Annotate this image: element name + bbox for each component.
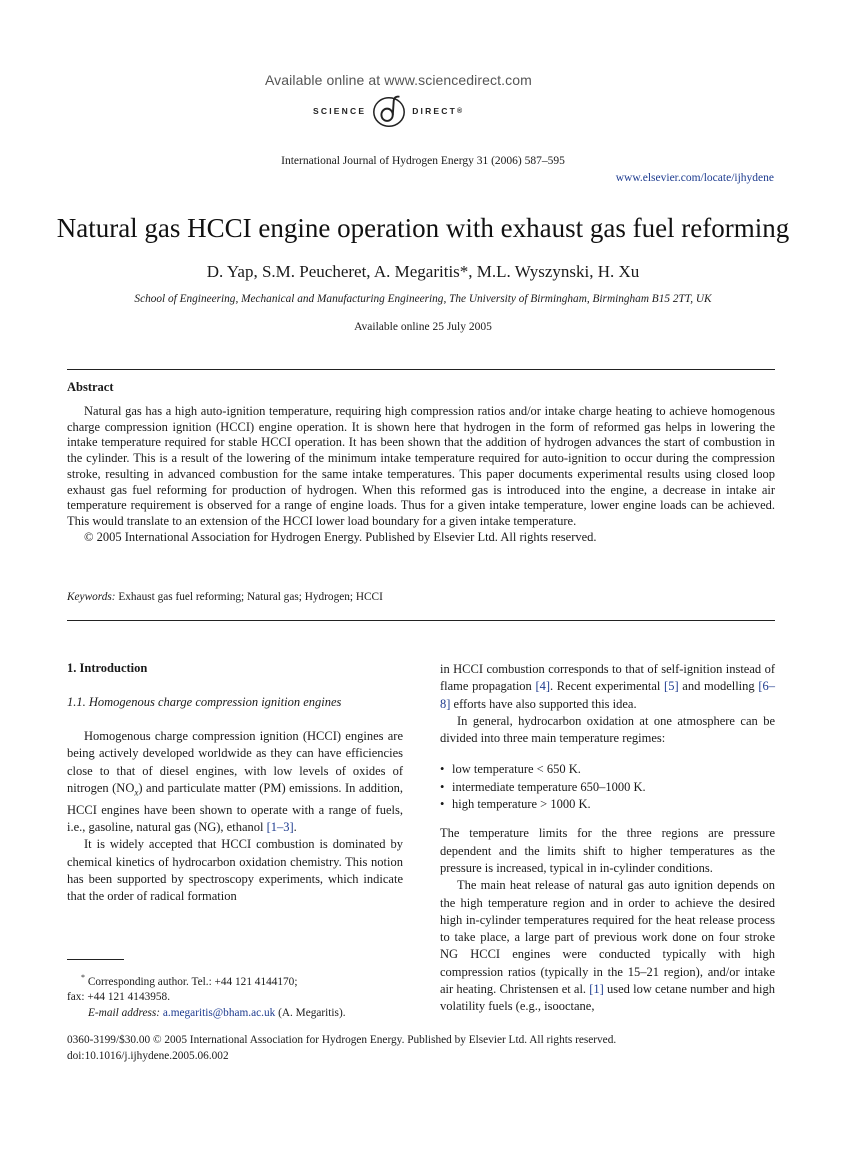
journal-citation: International Journal of Hydrogen Energy 31 (2006) 587–595 — [281, 155, 565, 167]
right-paragraph-2: In general, hydrocarbon oxidation at one atmosphere can be divided into three main temperature regimes: — [440, 713, 775, 746]
journal-url-link[interactable]: www.elsevier.com/locate/ijhydene — [615, 172, 774, 184]
footnote-line-3 — [67, 1006, 407, 1022]
list-item-text: high temperature > 1000 K. — [452, 797, 591, 812]
right-paragraph-1 — [440, 661, 775, 713]
keywords-label: Keywords: — [67, 591, 116, 603]
logo-word-direct: DIRECT — [412, 106, 458, 116]
abstract-copyright: © 2005 International Association for Hydrogen Energy. Published by Elsevier Ltd. All rights reserved. — [84, 529, 597, 544]
logo-word-science: SCIENCE — [313, 106, 367, 116]
citation-link-6-8[interactable]: [6–8] — [440, 679, 775, 711]
article-title: Natural gas HCCI engine operation with exhaust gas fuel reforming — [56, 213, 790, 243]
right-p1-text-a: in HCCI combustion corresponds to that of self-ignition instead of flame propagation — [440, 662, 775, 694]
citation-link-5[interactable]: [5] — [664, 679, 679, 694]
logo-registered-mark: ® — [457, 107, 465, 115]
sciencedirect-available-online: Available online at www.sciencedirect.com — [265, 72, 532, 88]
section-heading-introduction: 1. Introduction — [67, 661, 148, 675]
sciencedirect-logo — [313, 92, 464, 130]
list-item-text: intermediate temperature 650–1000 K. — [452, 779, 646, 794]
right-paragraph-4 — [440, 877, 775, 1015]
abstract-text: Natural gas has a high auto-ignition temperature, requiring high compression ratios and/or intake charge heating to achieve homogenous charge compression ignition (HCCI) engine operation. It is shown here that hydrogen in the form of reformed gas helps in lowering the intake temperature required for stable HCCI operation. It has been shown that the addition of hydrogen advances the start of combustion in the cylinder. This is a result of the lowering of the minimum intake temperature required for auto-ignition to occur during the compression stroke, resulting in advanced combustion for the same intake temperatures. This paper documents experimental results using closed loop exhaust gas fuel reforming for production of hydrogen. When this reformed gas is introduced into the engine, a decrease in intake air temperature requirement is observed for a range of engine loads. Thus for a given intake temperature, lower engine loads can be achieved. This would translate to an extension of the HCCI lower load boundary for a given intake temperature. — [67, 404, 775, 528]
left-column-body — [67, 728, 403, 905]
keywords-list: Exhaust gas fuel reforming; Natural gas; Hydrogen; HCCI — [118, 591, 383, 603]
right-p1-text-b: . Recent experimental — [550, 679, 665, 694]
citation-link-1-3[interactable]: [1–3] — [266, 819, 294, 834]
footer-issn-copyright: 0360-3199/$30.00 © 2005 International Association for Hydrogen Energy. Published by Elsevier Ltd. All rights reserved. — [67, 1034, 617, 1046]
intro-p1-text-b: ) and particulate matter (PM) emissions. In addition, HCCI engines have been shown to operate with a range of fuels, i.e., gasoline, natural gas (NG), ethanol — [67, 780, 404, 834]
bullet-icon: • — [440, 797, 445, 812]
corresponding-author-footnote — [67, 970, 407, 1022]
intro-p1-text-a: Homogenous charge compression ignition (HCCI) engines are being actively developed worldwide as they can have efficiencies close to that of diesel engines, with low levels of oxides of nitrogen (NO — [67, 729, 403, 795]
author-affiliation: School of Engineering, Mechanical and Manufacturing Engineering, The University of Birmingham, Birmingham B15 2TT, UK — [134, 293, 712, 305]
available-online-date: Available online 25 July 2005 — [354, 321, 492, 333]
nox-subscript: x — [134, 787, 139, 798]
page-footer — [67, 1033, 616, 1064]
abstract-body — [67, 404, 775, 545]
right-column-body — [440, 661, 775, 1016]
bullet-icon: • — [440, 762, 445, 777]
footnote-rule — [67, 959, 124, 960]
right-paragraph-3: The temperature limits for the three regions are pressure dependent and the limits shift to higher temperatures as the pressure is increased, typical in in-cylinder conditions. — [440, 826, 775, 875]
intro-paragraph-2: It is widely accepted that HCCI combustion is dominated by chemical kinetics of hydrocarbon oxidation chemistry. This notion has been supported by spectroscopy experiments, which indicate that the order of radical formation — [67, 837, 403, 904]
bullet-icon: • — [440, 779, 445, 794]
list-item — [440, 761, 775, 778]
temperature-regime-list — [440, 761, 775, 813]
keywords — [67, 591, 383, 603]
footnote-line-2: fax: +44 121 4143958. — [67, 991, 171, 1004]
right-p1-text-d: efforts have also supported this idea. — [450, 696, 637, 711]
abstract-bottom-rule — [67, 620, 775, 621]
right-p4-text-a: The main heat release of natural gas auto ignition depends on the high temperature region and in order to achieve the desired high in-cylinder temperatures required for the heat release process to take place, a large part of previous work done on four stroke NG HCCI engines were conducted typically with high compression ratios (typically in the 15–21 region), and/or intake air heating. Christensen et al. — [440, 878, 775, 997]
author-email-link[interactable]: a.megaritis@bham.ac.uk — [162, 1006, 276, 1019]
abstract-heading: Abstract — [67, 380, 114, 394]
intro-paragraph-1 — [67, 728, 403, 836]
footer-doi: doi:10.1016/j.ijhydene.2005.06.002 — [67, 1049, 229, 1062]
citation-link-4[interactable]: [4] — [535, 679, 551, 694]
email-label: E-mail address: — [88, 1006, 161, 1019]
citation-link-1[interactable]: [1] — [589, 982, 604, 997]
list-item — [440, 779, 775, 796]
footnote-line-1 — [67, 970, 407, 990]
subsection-heading-hcci: 1.1. Homogenous charge compression ignition engines — [67, 695, 342, 709]
footnote-phone: Corresponding author. Tel.: +44 121 4144170; — [87, 975, 298, 988]
email-owner: (A. Megaritis). — [278, 1006, 346, 1019]
abstract-top-rule — [67, 369, 775, 370]
list-item — [440, 796, 775, 813]
footnote-star: * — [81, 973, 85, 982]
list-item-text: low temperature < 650 K. — [452, 762, 581, 777]
right-p1-text-c: and modelling — [678, 679, 759, 694]
sciencedirect-d-icon — [370, 92, 408, 130]
right-p4-text-b: used low cetane number and high volatility fuels (e.g., isooctane, — [440, 982, 775, 1014]
article-authors: D. Yap, S.M. Peucheret, A. Megaritis*, M.L. Wyszynski, H. Xu — [206, 262, 640, 281]
intro-p1-end: . — [293, 819, 297, 834]
